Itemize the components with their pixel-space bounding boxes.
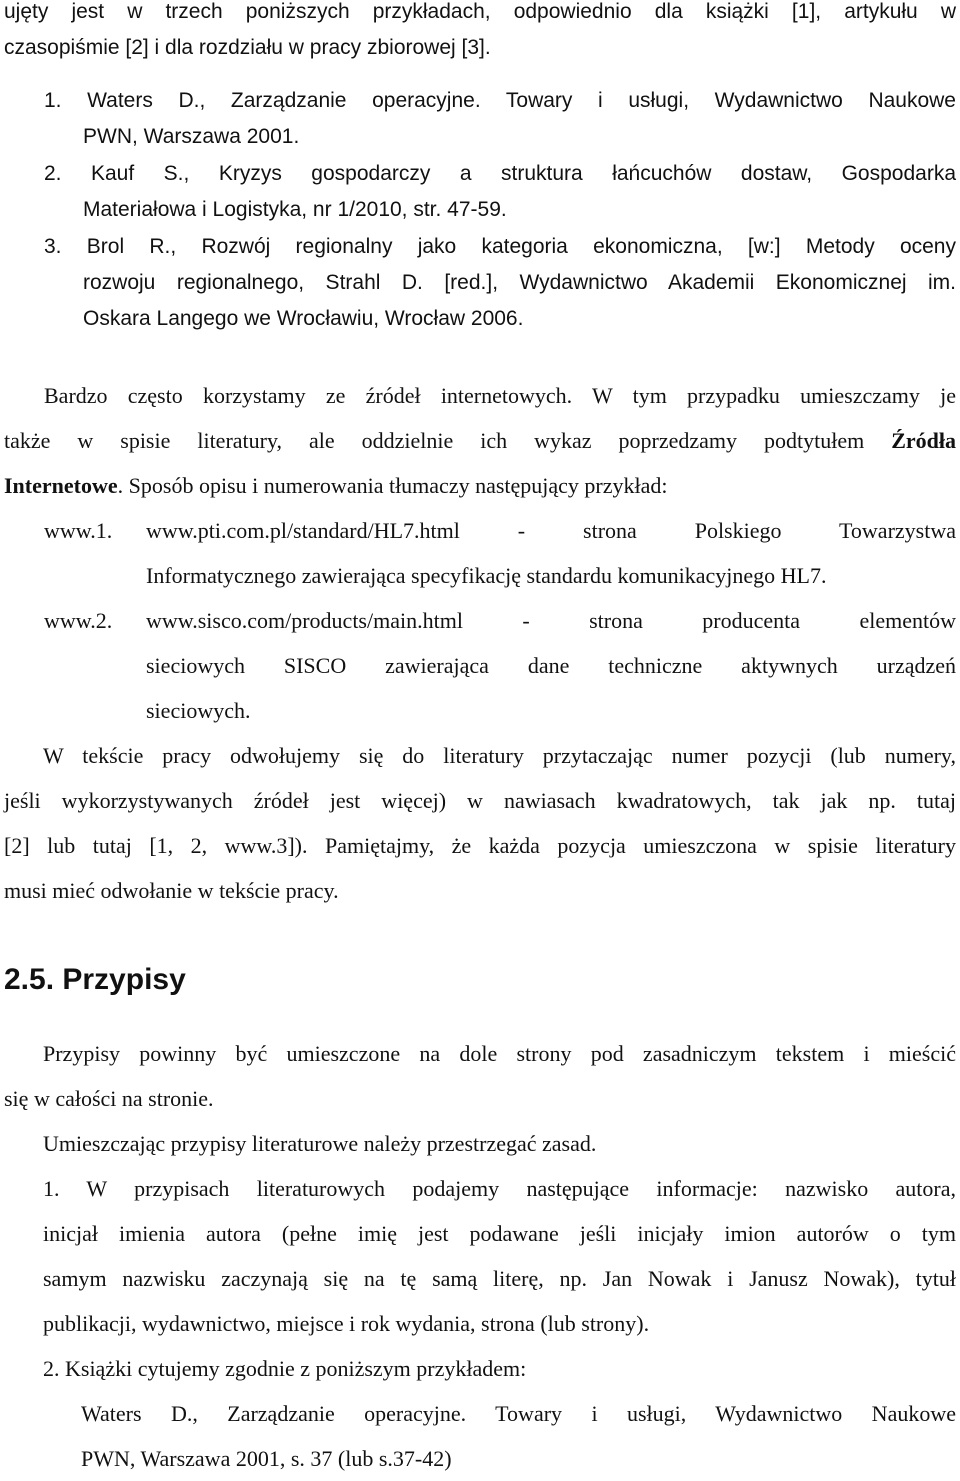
internet-subtitle-part-1: Źródła — [891, 428, 956, 453]
footnotes-paragraph — [4, 1031, 956, 1121]
www-entry-2-line-3: sieciowych. — [146, 698, 251, 723]
example-3-line-1: 3. Brol R., Rozwój regionalny jako kategoria ekonomiczna, [w:] Metody oceny — [44, 235, 956, 258]
www-entry-2 — [44, 598, 956, 733]
www-entry-1-line-2: Informatycznego zawierająca specyfikację standardu komunikacyjnego HL7. — [146, 563, 827, 588]
rules-intro-line: Umieszczając przypisy literaturowe należy przestrzegać zasad. — [43, 1131, 597, 1156]
internet-line-3 — [4, 463, 956, 508]
citation-line-2: jeśli wykorzystywanych źródeł jest więcej) w nawiasach kwadratowych, tak jak np. tutaj — [4, 788, 956, 813]
internet-subtitle-part-2: Internetowe — [4, 473, 118, 498]
www-entry-2-key: www.2. — [44, 608, 113, 633]
internet-line-2-text: także w spisie literatury, ale oddzielnie ich wykaz poprzedzamy podtytułem — [4, 428, 892, 453]
rule-1-line-3: samym nazwisku zaczynają się na tę samą literę, np. Jan Nowak i Janusz Nowak), tytuł — [43, 1266, 956, 1291]
www-entry-2-body — [146, 598, 956, 733]
footnotes-line-2: się w całości na stronie. — [4, 1086, 214, 1111]
citation-paragraph — [4, 733, 956, 913]
internet-line-2 — [4, 418, 956, 463]
example-1-line-2: PWN, Warszawa 2001. — [83, 125, 300, 148]
internet-line-3-text: . Sposób opisu i numerowania tłumaczy następujący przykład: — [117, 473, 668, 498]
example-item-3 — [44, 229, 956, 337]
rules-intro — [43, 1121, 956, 1166]
intro-paragraph — [4, 0, 956, 66]
example-2-line-2: Materiałowa i Logistyka, nr 1/2010, str. 47-59. — [83, 198, 507, 221]
rule-1-paragraph — [43, 1166, 956, 1346]
rule-2-paragraph — [43, 1346, 956, 1391]
www-entry-1-key: www.1. — [44, 518, 113, 543]
intro-line-2: czasopiśmie [2] i dla rozdziału w pracy zbiorowej [3]. — [4, 36, 491, 59]
www-entry-2-line-2: sieciowych SISCO zawierająca dane techniczne aktywnych urządzeń — [146, 653, 956, 678]
rule-1-line-4: publikacji, wydawnictwo, miejsce i rok wydania, strona (lub strony). — [43, 1311, 650, 1336]
rule-2-example-line-2: PWN, Warszawa 2001, s. 37 (lub s.37-42) — [81, 1446, 452, 1471]
example-item-2 — [44, 156, 956, 228]
www-entry-1-body — [146, 508, 956, 598]
citation-line-4: musi mieć odwołanie w tekście pracy. — [4, 878, 339, 903]
www-entry-1 — [44, 508, 956, 598]
www-entry-1-line-1: www.pti.com.pl/standard/HL7.html - strona Polskiego Towarzystwa — [146, 518, 956, 543]
rule-2-example-line-1: Waters D., Zarządzanie operacyjne. Towary i usługi, Wydawnictwo Naukowe — [81, 1401, 956, 1426]
example-item-1 — [44, 83, 956, 155]
citation-line-3: [2] lub tutaj [1, 2, www.3]). Pamiętajmy, że każda pozycja umieszczona w spisie literatury — [4, 833, 956, 858]
example-2-line-1: 2. Kauf S., Kryzys gospodarczy a struktura łańcuchów dostaw, Gospodarka — [44, 162, 956, 185]
citation-line-1: W tekście pracy odwołujemy się do literatury przytaczając numer pozycji (lub numery, — [43, 743, 956, 768]
rule-2-line-1: 2. Książki cytujemy zgodnie z poniższym przykładem: — [43, 1356, 527, 1381]
example-1-line-1: 1. Waters D., Zarządzanie operacyjne. Towary i usługi, Wydawnictwo Naukowe — [44, 89, 956, 112]
rule-1-line-2: inicjał imienia autora (pełne imię jest podawane jeśli inicjały imion autorów o tym — [43, 1221, 956, 1246]
example-3-line-2: rozwoju regionalnego, Strahl D. [red.], Wydawnictwo Akademii Ekonomicznej im. — [83, 271, 956, 294]
intro-line-1: ujęty jest w trzech poniższych przykładach, odpowiednio dla książki [1], artykułu w — [4, 0, 956, 23]
internet-line-1: Bardzo często korzystamy ze źródeł internetowych. W tym przypadku umieszczamy je — [44, 383, 956, 408]
www-entry-2-line-1: www.sisco.com/products/main.html - strona producenta elementów — [146, 608, 956, 633]
internet-sources-paragraph — [4, 373, 956, 508]
rule-1-line-1: 1. W przypisach literaturowych podajemy następujące informacje: nazwisko autora, — [43, 1176, 956, 1201]
example-3-line-3: Oskara Langego we Wrocławiu, Wrocław 2006. — [83, 307, 524, 330]
rule-2-example — [81, 1391, 956, 1481]
footnotes-line-1: Przypisy powinny być umieszczone na dole strony pod zasadniczym tekstem i mieścić — [43, 1041, 956, 1066]
section-heading: 2.5. Przypisy — [4, 963, 186, 996]
